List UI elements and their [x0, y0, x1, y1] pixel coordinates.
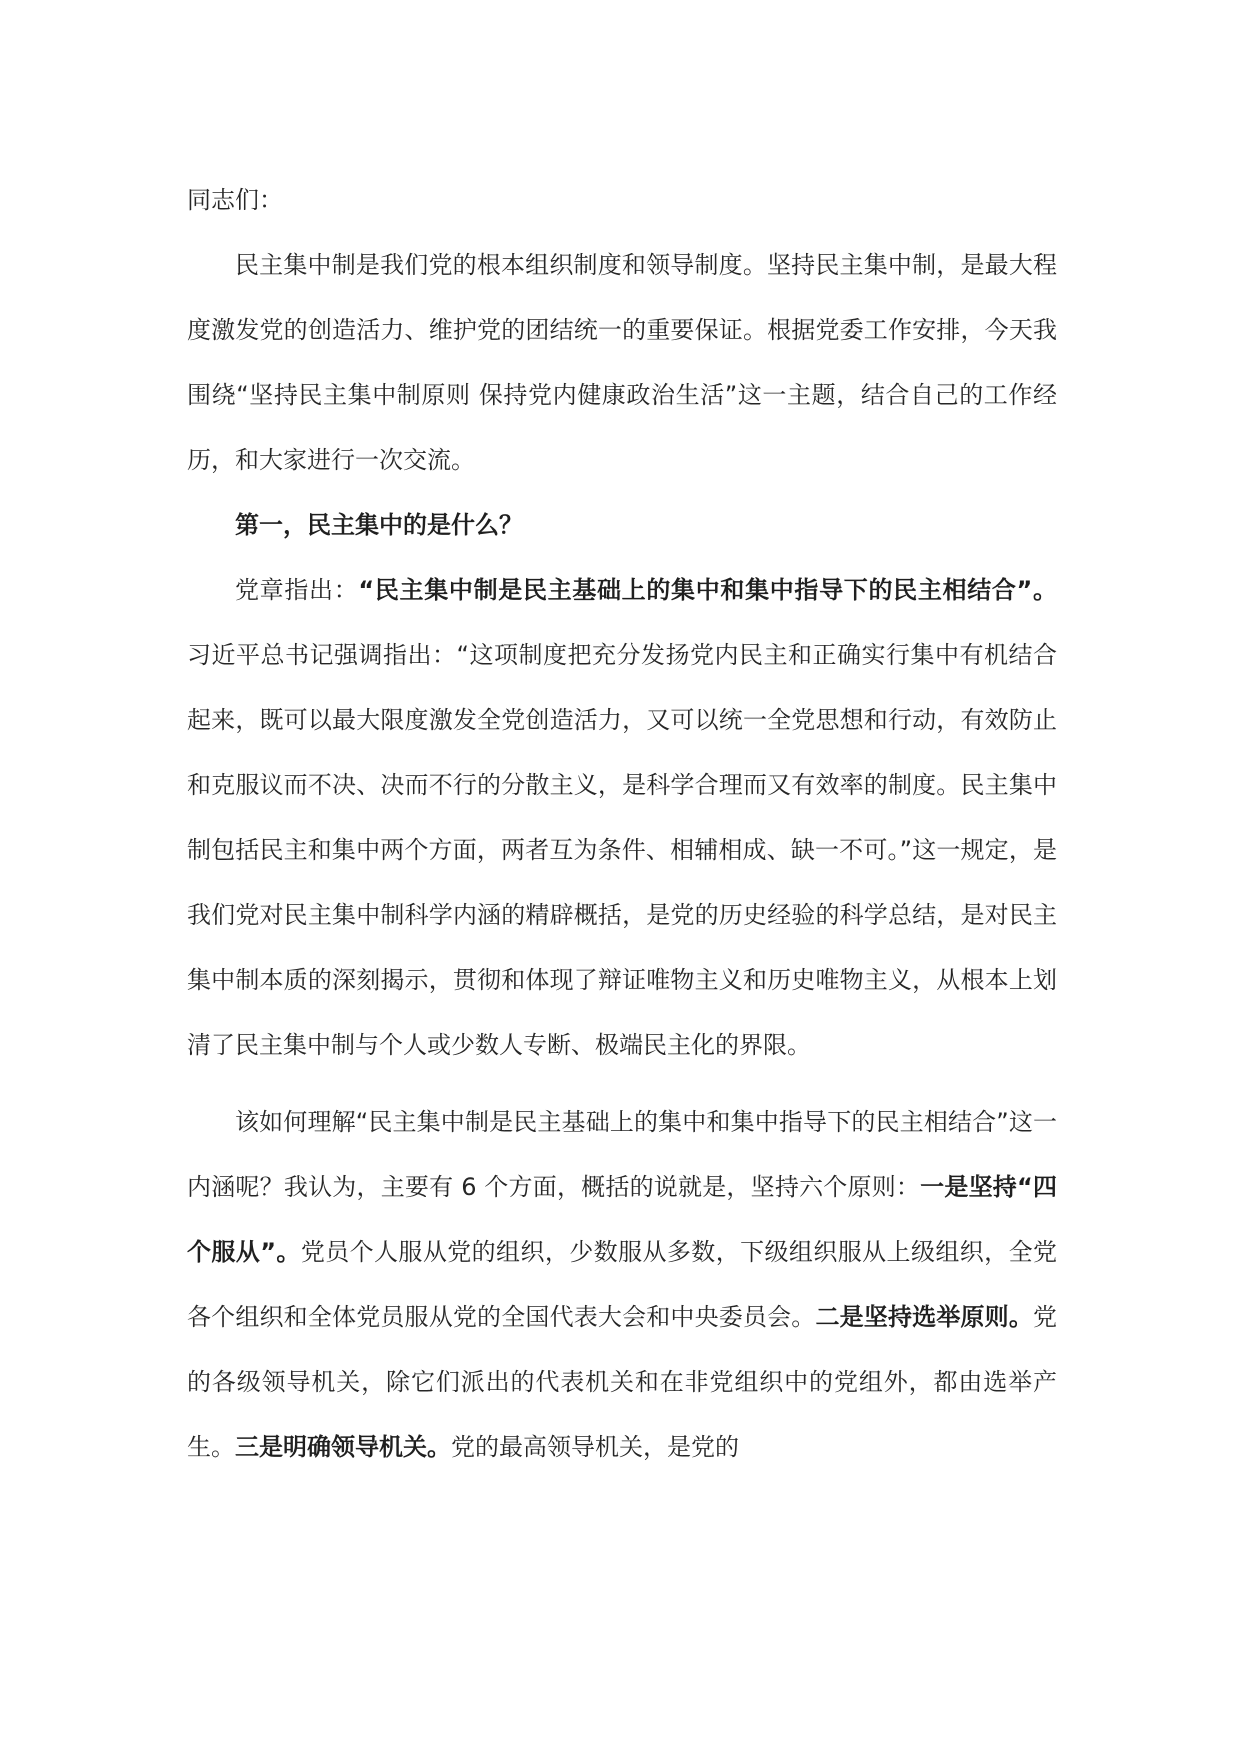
principle-3-text: 党的最高领导机关，是党的	[451, 1433, 739, 1461]
principle-2-title: 二是坚持选举原则。	[815, 1303, 1034, 1331]
principles-intro: 该如何理解“民主集中制是民主基础上的集中和集中指导下的民主相结合”这一内涵呢？我认为，主要有 6 个方面，概括的说就是，坚持六个原则：	[187, 1108, 1057, 1201]
section-heading: 第一，民主集中的是什么？	[235, 511, 523, 539]
document-body	[187, 168, 1057, 1480]
principle-3-title: 三是明确领导机关。	[235, 1433, 451, 1461]
paragraph-intro: 民主集中制是我们党的根本组织制度和领导制度。坚持民主集中制，是最大程度激发党的创造活力、维护党的团结统一的重要保证。根据党委工作安排，今天我围绕“坚持民主集中制原则 保持党内健康政治生活”这一主题，结合自己的工作经历，和大家进行一次交流。	[187, 251, 1057, 474]
definition-rest: 习近平总书记强调指出：“这项制度把充分发扬党内民主和正确实行集中有机结合起来，既可以最大限度激发全党创造活力，又可以统一全党思想和行动，有效防止和克服议而不决、决而不行的分散主义，是科学合理而又有效率的制度。民主集中制包括民主和集中两个方面，两者互为条件、相辅相成、缺一不可。”这一规定，是我们党对民主集中制科学内涵的精辟概括，是党的历史经验的科学总结，是对民主集中制本质的深刻揭示，贯彻和体现了辩证唯物主义和历史唯物主义，从根本上划清了民主集中制与个人或少数人专断、极端民主化的界限。	[187, 641, 1057, 1059]
principle-1-text: 党员个人服从党的组织，少数服从多数，下级组织服从上级组织，全党各个组织和全体党员服从党的全国代表大会和中央委员会。	[187, 1238, 1057, 1331]
salutation: 同志们：	[187, 186, 283, 214]
definition-quote: “民主集中制是民主基础上的集中和集中指导下的民主相结合”。	[358, 576, 1058, 604]
definition-lead: 党章指出：	[235, 576, 359, 604]
paragraph-principles	[187, 1090, 1057, 1480]
principle-1-title: 一是坚持“四个服从”。	[187, 1173, 1057, 1266]
paragraph-definition	[187, 558, 1057, 1078]
principle-2-text: 党的各级领导机关，除它们派出的代表机关和在非党组织中的党组外，都由选举产生。	[187, 1303, 1058, 1461]
